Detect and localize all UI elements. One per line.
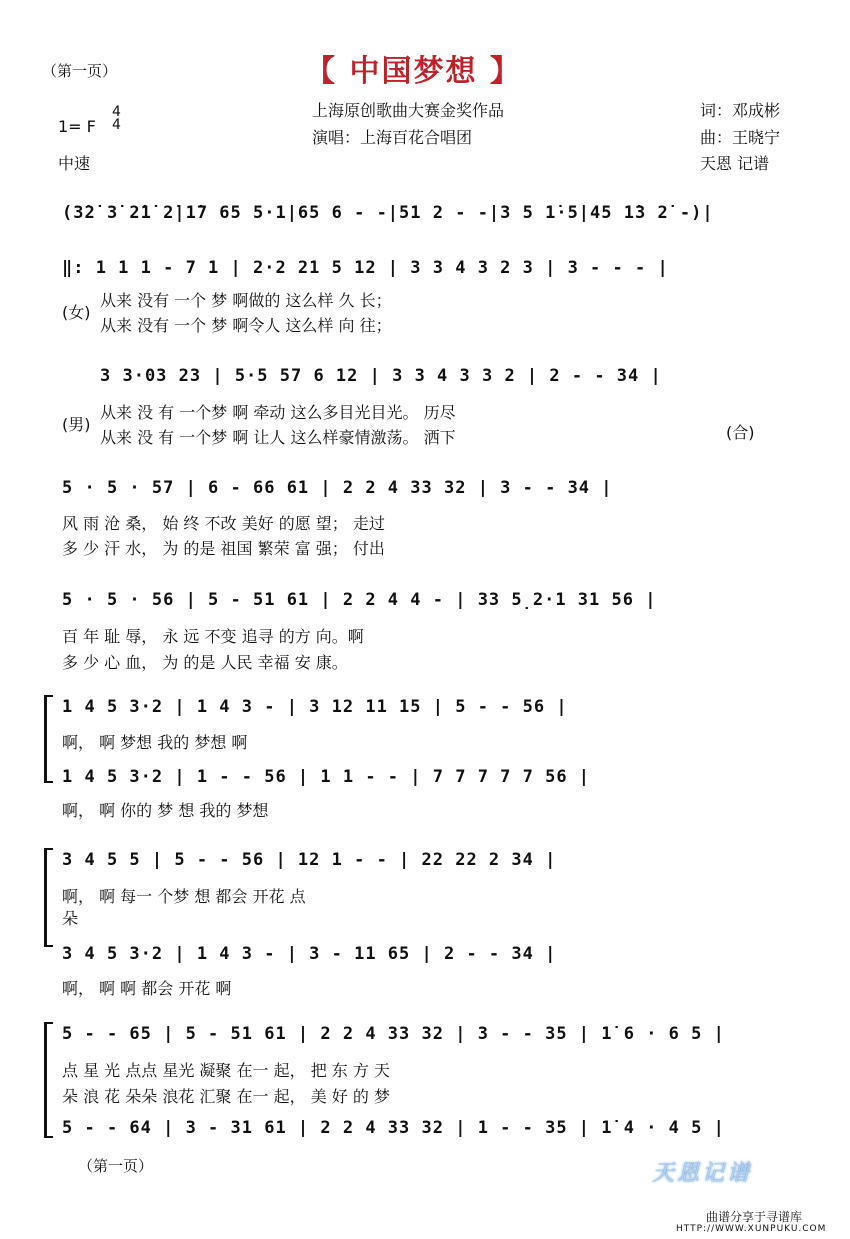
lyrics-6: 啊， 啊 你的 梦 想 我的 梦想	[62, 801, 269, 820]
lyrics-4-verse-2: 多 少 心 血， 为 的是 人民 幸福 安 康。	[62, 653, 348, 672]
time-signature	[112, 106, 121, 132]
lyrics-2-verse-1: 从来 没 有 一个梦 啊 牵动 这么多目光目光。 历尽	[100, 403, 456, 422]
notes-system-10: 5 - - 64 | 3 - 31 61 | 2 2 4 33 32 | 1 - - 35 | 1̇ 4 · 4 5 |	[62, 1118, 725, 1138]
page-tag-bottom: （第一页）	[78, 1157, 154, 1175]
voice-label-male: (男)	[62, 415, 91, 434]
voice-label-female: (女)	[62, 303, 91, 322]
system-bracket-3	[44, 1022, 53, 1138]
notes-system-8: 3 4 5 3·2 | 1 4 3 - | 3 - 11 65 | 2 - - 34 |	[62, 944, 557, 964]
tempo: 中速	[58, 154, 91, 173]
voice-label-chorus: (合)	[726, 423, 755, 442]
system-bracket-1	[44, 695, 53, 783]
notes-system-5: 1 4 5 3·2 | 1 4 3 - | 3 12 11 15 | 5 - - 56 |	[62, 697, 568, 717]
subtitle: 上海原创歌曲大赛金奖作品	[312, 101, 505, 120]
footer-url: HTTP://WWW.XUNPUKU.COM	[676, 1224, 827, 1234]
lyrics-7-line-2: 朵	[62, 909, 79, 928]
notes-system-1: ‖: 1 1 1 - 7 1 | 2·2 21 5 12 | 3 3 4 3 2 3 | 3 - - - |	[62, 258, 669, 278]
notes-intro: (3̇2̇ 3̇ 2̇1̇ 2̇|1̇7 65 5·1|65 6 - -|51 2 - -|3 5 1̇·5|45 1̇3 2̇ -)|	[62, 203, 714, 223]
notes-system-9: 5 - - 65 | 5 - 51 61 | 2 2 4 33 32 | 3 - - 35 | 1̇ 6 · 6 5 |	[62, 1024, 725, 1044]
lyrics-9-verse-2: 朵 浪 花 朵朵 浪花 汇聚 在一 起， 美 好 的 梦	[62, 1087, 390, 1106]
lyrics-1-verse-2: 从来 没有 一个 梦 啊令人 这么样 向 往；	[100, 316, 392, 335]
lyrics-3-verse-1: 风 雨 沧 桑， 始 终 不改 美好 的愿 望； 走过	[62, 514, 385, 533]
notes-system-4: 5 · 5 · 56 | 5 - 51 61 | 2 2 4 4 - | 33 5̣2·1 31 56 |	[62, 590, 657, 610]
key-signature: 1= F	[58, 117, 96, 136]
system-bracket-2	[44, 848, 53, 947]
singer: 演唱：上海百花合唱团	[312, 128, 473, 147]
lyrics-4-verse-1: 百 年 耻 辱， 永 远 不变 追寻 的方 向。啊	[62, 627, 364, 646]
notes-system-6: 1 4 5 3·2 | 1 - - 56 | 1 1 - - | 7 7 7 7 7 56 |	[62, 767, 591, 787]
footer-site-text: 曲谱分享于寻谱库	[706, 1210, 803, 1224]
lyrics-5: 啊， 啊 梦想 我的 梦想 啊	[62, 733, 248, 752]
lyricist: 词：邓成彬	[700, 101, 781, 120]
lyrics-7-line-1: 啊， 啊 每一 个梦 想 都会 开花 点	[62, 887, 306, 906]
lyrics-3-verse-2: 多 少 汗 水， 为 的是 祖国 繁荣 富 强； 付出	[62, 539, 385, 558]
composer: 曲：王晓宁	[700, 128, 781, 147]
song-title: 【 中国梦想 】	[305, 54, 522, 89]
time-top: 4	[112, 104, 121, 120]
lyrics-2-verse-2: 从来 没 有 一个梦 啊 让人 这么样豪情激荡。 洒下	[100, 428, 456, 447]
notes-system-2: 3 3·03 23 | 5·5 57 6 12 | 3 3 4 3 3 2 | 2 - - 34 |	[100, 366, 662, 386]
lyrics-8: 啊， 啊 啊 都会 开花 啊	[62, 979, 232, 998]
watermark-logo: 天恩记谱	[652, 1161, 753, 1186]
notes-system-7: 3 4 5 5 | 5 - - 56 | 12 1 - - | 22 22 2 34 |	[62, 850, 557, 870]
lyrics-9-verse-1: 点 星 光 点点 星光 凝聚 在一 起， 把 东 方 天	[62, 1061, 390, 1080]
time-bottom: 4	[112, 117, 121, 133]
notes-system-3: 5 · 5 · 57 | 6 - 66 61 | 2 2 4 33 32 | 3 - - 34 |	[62, 478, 613, 498]
transcriber: 天恩 记谱	[700, 154, 770, 173]
lyrics-1-verse-1: 从来 没有 一个 梦 啊做的 这么样 久 长；	[100, 291, 392, 310]
page-tag-top: （第一页）	[42, 62, 118, 80]
